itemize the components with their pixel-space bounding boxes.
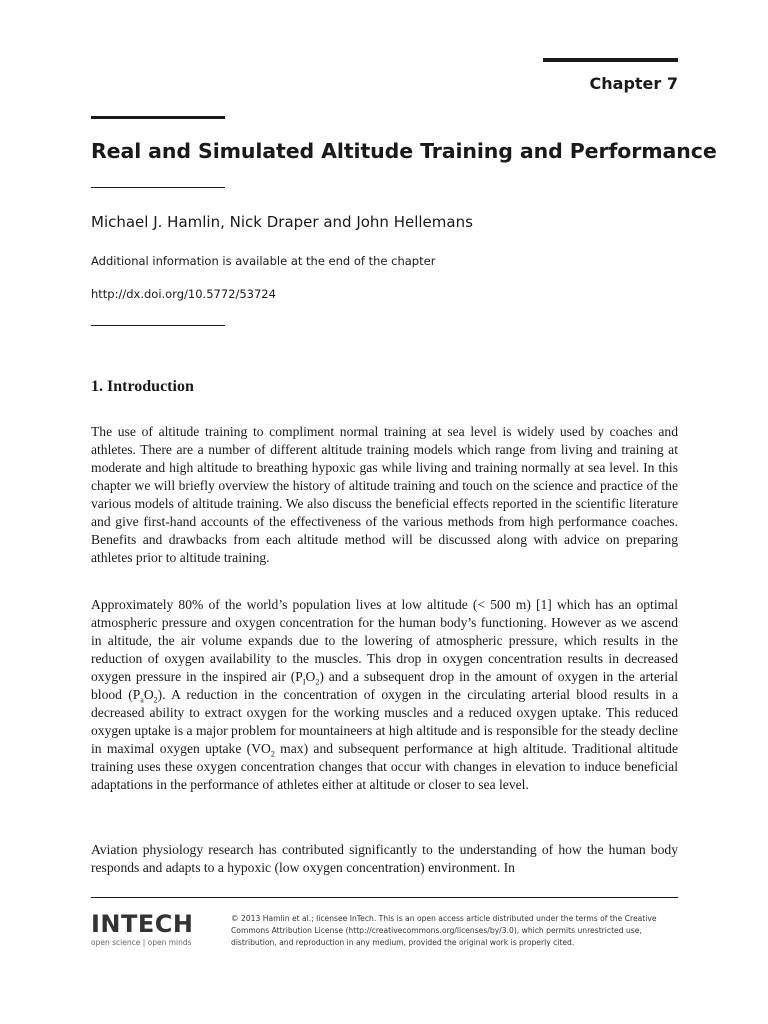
footer-divider bbox=[91, 897, 678, 898]
logo-tagline: open science | open minds bbox=[91, 938, 192, 947]
license-notice: © 2013 Hamlin et al.; licensee InTech. This is an open access article distributed under the terms of the Creative Commons Attribution License (http://creativecommons.org/licenses/by/3.0), which permits unrestricted use, distribution, and reproduction in any medium, provided the original work is properly cited. bbox=[231, 914, 657, 947]
chapter-bar-rule bbox=[543, 58, 678, 62]
paper-title: Real and Simulated Altitude Training and Performance bbox=[91, 139, 717, 163]
chapter-label: Chapter 7 bbox=[589, 74, 678, 93]
logo-wordmark: INTECH bbox=[91, 910, 194, 938]
paragraph: Approximately 80% of the world’s population lives at low altitude (< 500 m) [1] which has an optimal atmospheric pressure and oxygen concentration for the human body’s functioning. However as we ascend in altitude, the air volume expands due to the lowering of atmospheric pressure, which results in the reduction of oxygen availability to the muscles. This drop in oxygen concentration results in decreased oxygen pressure in the inspired air $(P_IO_2)$ and a subsequent drop in the amount of oxygen in the arterial blood $(P_aO_2)$. A reduction in the concentration of oxygen in the circulating arterial blood results in a decreased ability to extract oxygen for the working muscles and a reduced oxygen uptake. This reduced oxygen uptake is a major problem for mountaineers at high altitude and is responsible for the steady decline in maximal oxygen uptake ($VO_2$ max) and subsequent performance at high altitude. Traditional altitude training uses these oxygen concentration changes that occur with changes in elevation to induce beneficial adaptations in the performance of athletes either at altitude or closer to sea level. bbox=[91, 597, 679, 792]
title-bar-rule bbox=[91, 116, 225, 119]
title-divider bbox=[91, 187, 225, 188]
paragraph: The use of altitude training to compliment normal training at sea level is widely used by coaches and athletes. There are a number of different altitude training models which range from living and training at moderate and high altitude to breathing hypoxic gas while living and training normally at sea level. In this chapter we will briefly overview the history of altitude training and touch on the science and practice of the various models of altitude training. We also discuss the beneficial effects reported in the scientific literature and give first-hand accounts of the effectiveness of the various methods from high performance coaches. Benefits and drawbacks from each altitude method will be discussed along with advice on preparing athletes prior to altitude training. bbox=[91, 424, 678, 565]
section-heading: 1. Introduction bbox=[91, 378, 194, 395]
authors: Michael J. Hamlin, Nick Draper and John Hellemans bbox=[91, 213, 473, 231]
intech-logo bbox=[91, 910, 193, 947]
paragraph: Aviation physiology research has contributed significantly to the understanding of how the human body responds and adapts to a hypoxic (low oxygen concentration) environment. In bbox=[91, 842, 678, 875]
additional-info: Additional information is available at the end of the chapter bbox=[91, 254, 436, 268]
meta-divider bbox=[91, 325, 225, 326]
doi-link[interactable]: http://dx.doi.org/10.5772/53724 bbox=[91, 287, 276, 301]
